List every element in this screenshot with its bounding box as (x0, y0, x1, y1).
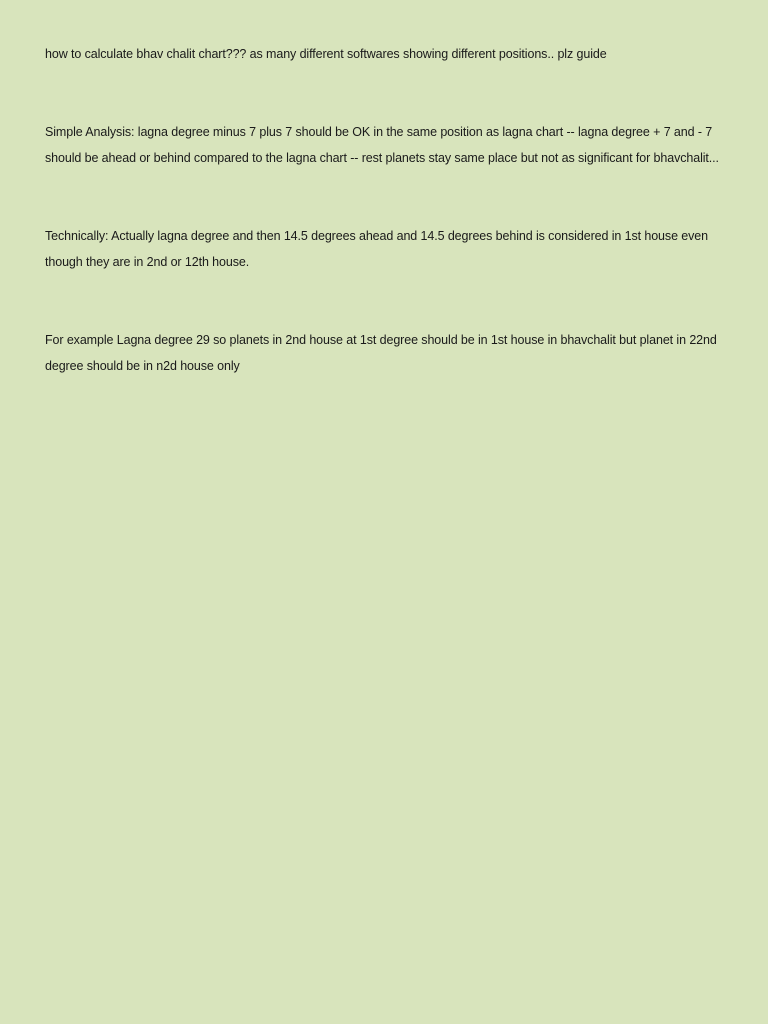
example-paragraph: For example Lagna degree 29 so planets in 2nd house at 1st degree should be in 1st house in bhavchalit but planet in 22nd degree should be in n2d house only (45, 333, 717, 373)
question-paragraph: how to calculate bhav chalit chart??? as many different softwares showing different positions.. plz guide (45, 47, 607, 61)
technical-paragraph: Technically: Actually lagna degree and then 14.5 degrees ahead and 14.5 degrees behind is considered in 1st house even though they are in 2nd or 12th house. (45, 229, 708, 269)
simple-analysis-paragraph: Simple Analysis: lagna degree minus 7 plus 7 should be OK in the same position as lagna chart -- lagna degree + 7 and - 7 should be ahead or behind compared to the lagna chart -- rest planets stay same place but not as significant for bhavchalit... (45, 125, 719, 165)
